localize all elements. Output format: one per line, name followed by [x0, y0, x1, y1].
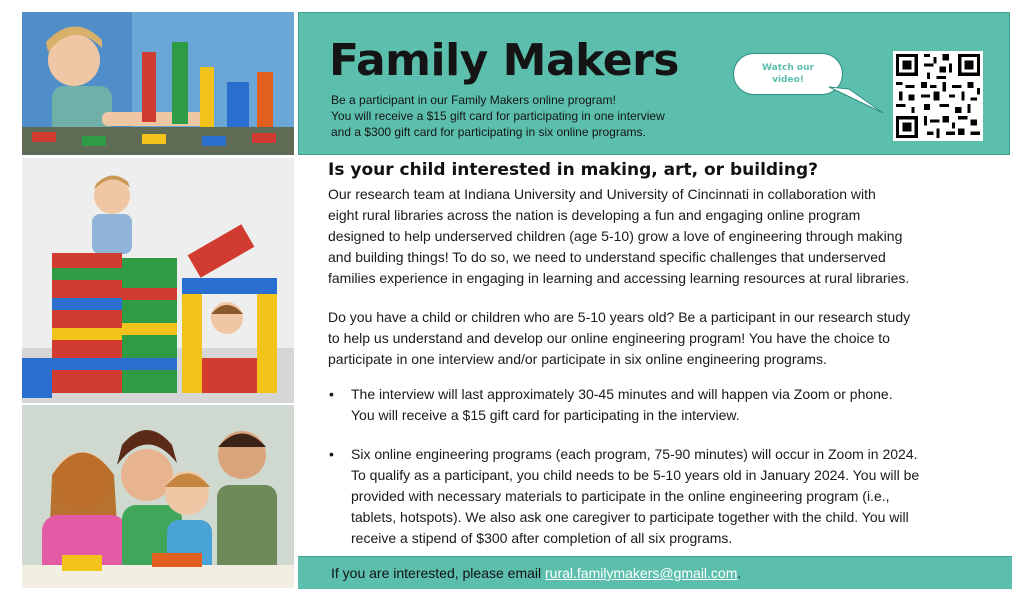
watch-video-label: Watch our video! [762, 63, 814, 85]
footer-suffix: . [737, 565, 742, 581]
qr-code-icon[interactable] [893, 51, 983, 141]
photo-illustration [22, 158, 294, 403]
photo-illustration [22, 405, 294, 588]
intro-line: You will receive a $15 gift card for participating in one interview [331, 109, 665, 123]
photo-family-crafting [22, 405, 294, 588]
section-heading: Is your child interested in making, art, or building? [328, 160, 819, 180]
bullet-line: You will receive a $15 gift card for participating in the interview. [351, 407, 740, 423]
photo-children-brick-fort [22, 158, 294, 403]
paragraph-line: Do you have a child or children who are 5-10 years old? Be a participant in our research study [328, 309, 911, 325]
paragraph-line: families experience in engaging in learning and accessing learning resources at rural libraries. [328, 270, 910, 286]
bullet-line: Six online engineering programs (each program, 75-90 minutes) will occur in Zoom in 2024. [351, 446, 918, 462]
paragraph-line: eight rural libraries across the nation is developing a fun and engaging online program [328, 207, 861, 223]
photo-child-building-blocks [22, 12, 294, 155]
email-link[interactable]: rural.familymakers@gmail.com [545, 565, 738, 581]
page-title: Family Makers [329, 35, 679, 86]
bullet-line: tablets, hotspots). We also ask one caregiver to participate together with the child. You will [351, 509, 909, 525]
paragraph-line: designed to help underserved children (age 5-10) grow a love of engineering through making [328, 228, 903, 244]
bullet-marker: • [329, 386, 334, 402]
footer-banner [298, 556, 1012, 589]
paragraph-line: Our research team at Indiana University and University of Cincinnati in collaboration with [328, 186, 876, 202]
bullet-line: provided with necessary materials to participate in the online engineering program (i.e., [351, 488, 890, 504]
paragraph-line: and building things! To do so, we need to understand specific challenges that underserved [328, 249, 886, 265]
paragraph-line: participate in one interview and/or participate in six online engineering programs. [328, 351, 827, 367]
header-banner [298, 12, 1010, 155]
footer-text [331, 565, 741, 581]
bullet-line: The interview will last approximately 30-45 minutes and will happen via Zoom or phone. [351, 386, 893, 402]
footer-prefix: If you are interested, please email [331, 565, 546, 581]
bullet-line: receive a stipend of $300 after completion of all six programs. [351, 530, 733, 546]
bullet-marker: • [329, 446, 334, 462]
photo-illustration [22, 12, 294, 155]
intro-line: Be a participant in our Family Makers online program! [331, 93, 616, 107]
speech-bubble-tail-icon [827, 85, 887, 115]
paragraph-line: to help us understand and develop our online engineering program! You have the choice to [328, 330, 890, 346]
bullet-line: To qualify as a participant, you child needs to be 5-10 years old in January 2024. You will be [351, 467, 920, 483]
intro-line: and a $300 gift card for participating in six online programs. [331, 125, 646, 139]
